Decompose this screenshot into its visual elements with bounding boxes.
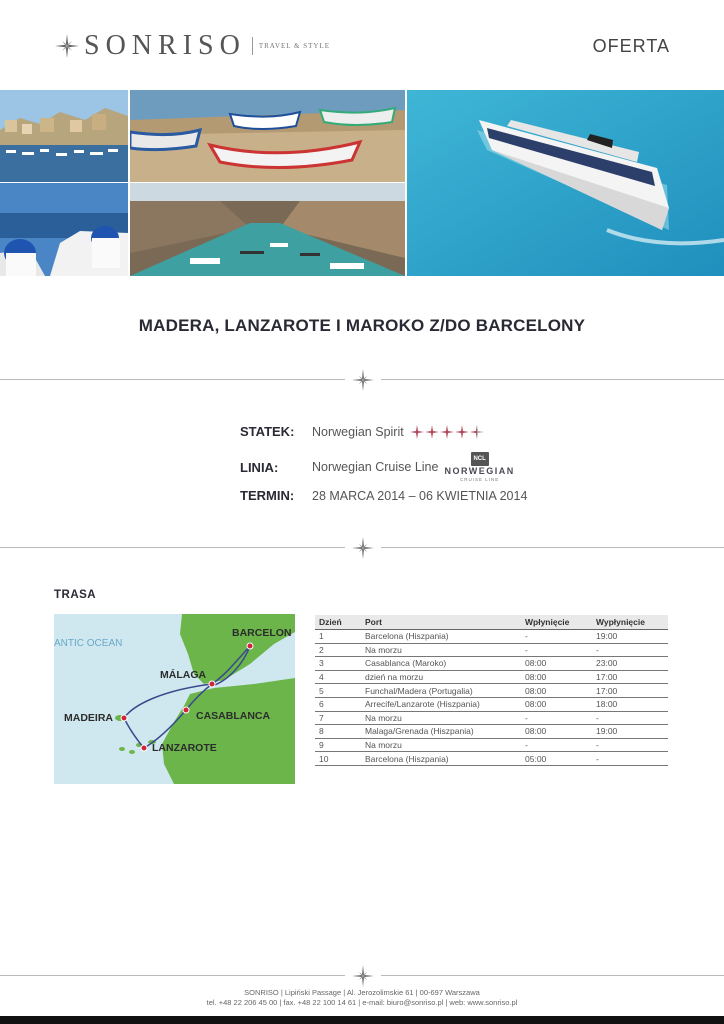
- itinerary-table: [315, 615, 668, 766]
- compass-star-icon: [351, 536, 375, 560]
- cell-day: 9: [315, 738, 361, 752]
- map-label-lanzarote: LANZAROTE: [152, 742, 217, 754]
- cell-arrival: 08:00: [521, 657, 592, 671]
- cell-arrival: -: [521, 738, 592, 752]
- cell-departure: 17:00: [592, 684, 668, 698]
- footer-address: SONRISO | Lipiński Passage | Al. Jerozolimskie 61 | 00-697 Warszawa: [244, 988, 480, 997]
- cell-day: 1: [315, 630, 361, 644]
- logo-separator: [252, 37, 253, 55]
- table-header-row: [315, 615, 668, 630]
- map-label-madeira: MADEIRA: [64, 712, 113, 724]
- line-value: Norwegian Cruise Line: [312, 460, 439, 474]
- table-row: [315, 738, 668, 752]
- cell-port: Barcelona (Hiszpania): [361, 752, 521, 766]
- cell-day: 4: [315, 670, 361, 684]
- compass-star-icon: [351, 368, 375, 392]
- cell-port: Arrecife/Lanzarote (Hiszpania): [361, 697, 521, 711]
- route-map: [54, 614, 295, 784]
- line-label: LINIA:: [240, 459, 279, 475]
- table-row: [315, 725, 668, 739]
- cell-port: Malaga/Grenada (Hiszpania): [361, 725, 521, 739]
- rating-star-icon: [410, 425, 424, 439]
- table-row: [315, 711, 668, 725]
- cell-arrival: -: [521, 711, 592, 725]
- footer-contacts: tel. +48 22 206 45 00 | fax. +48 22 100 14 61 | e-mail: biuro@sonriso.pl | web: www.sonriso.pl: [206, 998, 518, 1007]
- cell-departure: 19:00: [592, 725, 668, 739]
- photo-cruise-ship: [407, 90, 724, 276]
- footer-contact: [0, 988, 724, 1008]
- ship-row: [240, 424, 485, 439]
- brand-tagline: TRAVEL & STYLE: [258, 42, 330, 50]
- cell-day: 7: [315, 711, 361, 725]
- sonriso-logo: [54, 30, 330, 62]
- cell-departure: 19:00: [592, 630, 668, 644]
- cell-port: Na morzu: [361, 643, 521, 657]
- cell-departure: -: [592, 738, 668, 752]
- route-heading: TRASA: [54, 589, 97, 601]
- ncl-logo: [444, 452, 514, 482]
- document-label: OFERTA: [592, 36, 670, 56]
- cell-arrival: 05:00: [521, 752, 592, 766]
- map-label-ocean: ANTIC OCEAN: [54, 638, 123, 649]
- line-row: [240, 452, 515, 482]
- ship-rating: [410, 425, 485, 439]
- cell-arrival: 08:00: [521, 684, 592, 698]
- photo-harbour: [0, 90, 128, 182]
- cell-arrival: 08:00: [521, 670, 592, 684]
- cell-departure: 23:00: [592, 657, 668, 671]
- cell-day: 8: [315, 725, 361, 739]
- offer-title: MADERA, LANZAROTE I MAROKO Z/DO BARCELONY: [138, 316, 586, 335]
- cell-departure: -: [592, 643, 668, 657]
- cell-departure: 18:00: [592, 697, 668, 711]
- map-label-barcelona: BARCELON: [232, 627, 292, 639]
- rating-star-icon: [455, 425, 469, 439]
- rating-star-icon: [425, 425, 439, 439]
- column-header-departure: Wypłynięcie: [592, 615, 668, 630]
- divider-footer: [0, 964, 724, 988]
- map-label-casablanca: CASABLANCA: [196, 710, 271, 722]
- cell-arrival: 08:00: [521, 697, 592, 711]
- column-header-arrival: Wpłynięcie: [521, 615, 592, 630]
- rating-half-star-icon: [470, 425, 484, 439]
- cell-port: Barcelona (Hiszpania): [361, 630, 521, 644]
- table-row: [315, 657, 668, 671]
- footer-bar: [0, 1016, 724, 1024]
- cell-day: 2: [315, 643, 361, 657]
- cell-arrival: -: [521, 643, 592, 657]
- term-value: 28 MARCA 2014 – 06 KWIETNIA 2014: [312, 488, 528, 503]
- cell-departure: -: [592, 711, 668, 725]
- photo-venice-canal: [130, 183, 405, 276]
- cell-departure: -: [592, 752, 668, 766]
- ncl-sub: CRUISE LINE: [459, 477, 500, 482]
- cell-port: dzień na morzu: [361, 670, 521, 684]
- map-label-malaga: MÁLAGA: [160, 669, 207, 681]
- photo-santorini: [0, 183, 128, 276]
- cell-day: 6: [315, 697, 361, 711]
- photo-banner: [0, 90, 724, 276]
- table-row: [315, 630, 668, 644]
- page-header: [0, 0, 724, 90]
- ship-value: Norwegian Spirit: [312, 424, 404, 439]
- table-row: [315, 697, 668, 711]
- ncl-badge: NCL: [471, 452, 489, 466]
- cell-departure: 17:00: [592, 670, 668, 684]
- term-row: [240, 488, 527, 503]
- column-header-port: Port: [361, 615, 521, 630]
- cell-day: 3: [315, 657, 361, 671]
- divider-top: [0, 368, 724, 392]
- compass-star-icon: [351, 964, 375, 988]
- cell-day: 5: [315, 684, 361, 698]
- cell-port: Funchal/Madera (Portugalia): [361, 684, 521, 698]
- brand-name: SONRISO: [84, 30, 246, 61]
- term-label: TERMIN:: [240, 488, 295, 503]
- table-row: [315, 643, 668, 657]
- divider-middle: [0, 536, 724, 560]
- cell-arrival: -: [521, 630, 592, 644]
- cell-day: 10: [315, 752, 361, 766]
- cell-port: Casablanca (Maroko): [361, 657, 521, 671]
- cell-arrival: 08:00: [521, 725, 592, 739]
- photo-beach-boats: [130, 90, 405, 182]
- cell-port: Na morzu: [361, 738, 521, 752]
- ncl-name: NORWEGIAN: [444, 466, 515, 476]
- compass-star-icon: [54, 33, 80, 59]
- rating-star-icon: [440, 425, 454, 439]
- ship-label: STATEK:: [240, 424, 295, 439]
- column-header-day: Dzień: [315, 615, 361, 630]
- table-row: [315, 684, 668, 698]
- cell-port: Na morzu: [361, 711, 521, 725]
- table-row: [315, 752, 668, 766]
- table-row: [315, 670, 668, 684]
